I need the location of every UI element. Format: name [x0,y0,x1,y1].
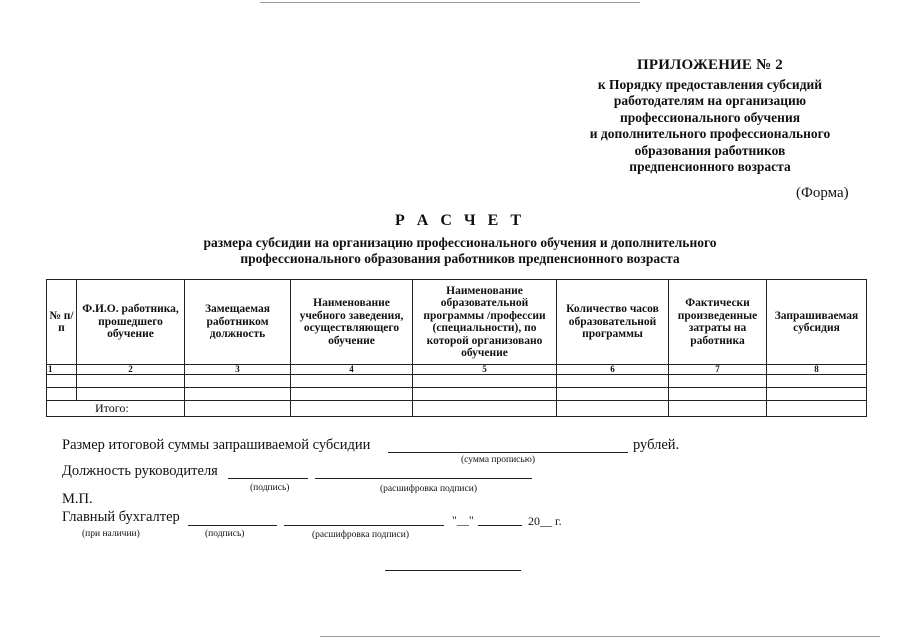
column-number: 2 [77,365,185,375]
table-cell [185,401,291,417]
appendix-line: образования работников [634,142,786,158]
table-cell [557,401,669,417]
table-cell [767,388,867,401]
subtitle-line-1: размера субсидии на организацию профессионального обучения и дополнительного [203,235,717,250]
column-number: 4 [291,365,413,375]
appendix-line: к Порядку предоставления субсидий [597,76,823,92]
header-institution: Наименование учебного заведения, осуществляющего обучение [291,280,413,365]
accountant-decode-field[interactable] [284,525,444,526]
header-number: № п/п [47,280,77,365]
table-cell [767,401,867,417]
subtitle-line-2: профессионального образования работников предпенсионного возраста [240,251,680,266]
subsidy-sum-unit: рублей. [633,437,680,453]
accountant-signature-field[interactable] [188,525,277,526]
head-decode-hint: (расшифровка подписи) [380,484,477,494]
total-label: Итого: [47,401,185,417]
column-number: 3 [185,365,291,375]
table-cell [767,375,867,388]
column-number-row [47,365,867,375]
seal-label: М.П. [62,491,93,507]
table-cell [291,388,413,401]
date-year-field[interactable]: 20__ г. [528,514,562,528]
calculation-table [46,279,867,417]
table-cell [291,375,413,388]
header-full-name: Ф.И.О. работника, прошедшего обучение [77,280,185,365]
scan-line-bottom [320,636,880,637]
table-cell [669,401,767,417]
column-number: 8 [767,365,867,375]
header-position: Замещаемая работником должность [185,280,291,365]
appendix-line: и дополнительного профессионального [589,126,831,141]
table-cell [557,388,669,401]
table-cell [669,375,767,388]
table-row [47,388,867,401]
appendix-title: ПРИЛОЖЕНИЕ № 2 [636,57,784,73]
head-position-label: Должность руководителя [62,463,218,479]
scan-line-top [260,2,640,3]
column-number: 5 [413,365,557,375]
form-label: (Форма) [796,185,849,201]
head-signature-hint: (подпись) [250,483,290,493]
document-title: Р А С Ч Е Т [395,212,525,229]
table-cell [413,375,557,388]
subsidy-sum-hint: (сумма прописью) [461,455,535,465]
header-requested-subsidy: Запрашиваемая субсидия [767,280,867,365]
bottom-line [385,570,521,571]
header-actual-costs: Фактически произведенные затраты на работника [669,280,767,365]
head-signature-field[interactable] [228,478,308,479]
accountant-decode-hint: (расшифровка подписи) [312,530,409,540]
column-number: 6 [557,365,669,375]
header-hours: Количество часов образовательной программы [557,280,669,365]
total-row [47,401,867,417]
document-subtitle [150,235,770,267]
table-cell [413,388,557,401]
subsidy-sum-label: Размер итоговой суммы запрашиваемой субсидии [62,437,371,453]
appendix-line: профессионального обучения [619,109,801,125]
subsidy-sum-field[interactable] [388,452,628,453]
accountant-signature-hint: (подпись) [205,529,245,539]
table-cell [413,401,557,417]
table-cell [291,401,413,417]
table-cell [77,388,185,401]
table-cell [77,375,185,388]
date-day-field[interactable]: "__" [452,513,474,527]
table-cell [185,388,291,401]
table-cell [47,388,77,401]
table-cell [185,375,291,388]
header-program: Наименование образовательной программы /профессии (специальности), по которой организовано обучение [413,280,557,365]
column-number: 7 [669,365,767,375]
table-header-row [47,280,867,365]
accountant-label: Главный бухгалтер [62,509,180,525]
appendix-line: работодателям на организацию [613,93,807,108]
column-number: 1 [47,365,77,375]
table-cell [557,375,669,388]
accountant-hint: (при наличии) [82,529,140,539]
appendix-line: предпенсионного возраста [629,159,791,174]
table-cell [669,388,767,401]
head-signature-decode-field[interactable] [315,478,532,479]
table-row [47,375,867,388]
date-month-field[interactable] [478,525,522,526]
appendix-block [540,57,880,176]
table-cell [47,375,77,388]
